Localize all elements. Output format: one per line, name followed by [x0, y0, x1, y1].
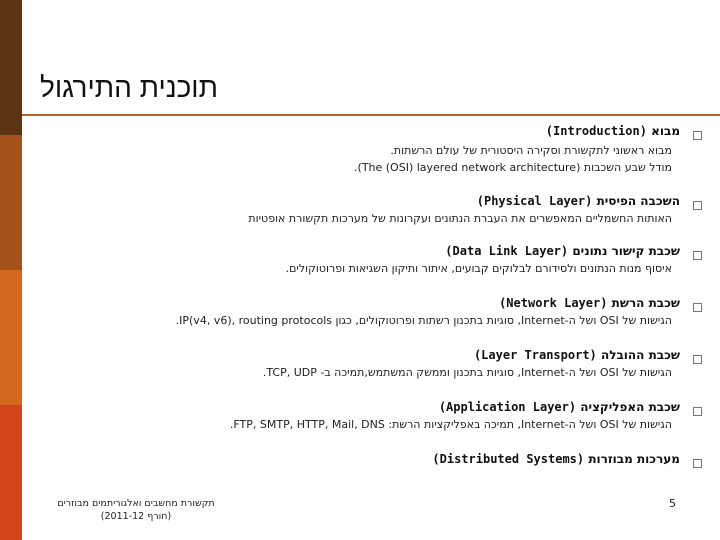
bullet-square-icon [693, 303, 702, 312]
section-heading [432, 452, 680, 466]
heading-english: (Data Link Layer) [445, 244, 569, 258]
section-line: האותות החשמליים המאפשרים את העברת הנתונים ועקרונות של מערכות תקשורת אופטיות [248, 212, 672, 225]
section-heading [477, 194, 680, 208]
footer-semester: (חורף 2011-12) [100, 511, 172, 522]
footer-course-info [46, 497, 226, 523]
heading-english: (Network Layer) [499, 296, 608, 310]
heading-hebrew: שכבת ההובלה [600, 348, 680, 362]
slide-title: תוכנית התירגול [40, 72, 218, 103]
heading-english: (Physical Layer) [476, 194, 593, 208]
title-divider [22, 114, 720, 116]
bullet-square-icon [693, 251, 702, 260]
section-heading [546, 124, 680, 138]
heading-hebrew: שכבת קישור נתונים [572, 244, 680, 258]
side-bar-segment-1 [0, 0, 22, 135]
heading-hebrew: שכבת הרשת [611, 296, 680, 310]
bullet-square-icon [693, 355, 702, 364]
heading-english: (Application Layer) [438, 400, 577, 414]
heading-english: (Distributed Systems) [432, 452, 585, 466]
heading-hebrew: שכבת האפליקציה [580, 400, 680, 414]
bullet-square-icon [693, 201, 702, 210]
bullet-square-icon [693, 407, 702, 416]
page-number: 5 [669, 497, 676, 510]
bullet-square-icon [693, 459, 702, 468]
section-line: מודל שבע השכבות (The (OSI) layered network architecture). [354, 161, 672, 174]
section-line: איסוף מנות הנתונים ולסידורם לבלוקים קבועים, איתור ותיקון השגיאות ופרוטוקולים. [285, 262, 672, 275]
heading-english: (Layer Transport) [473, 348, 597, 362]
heading-hebrew: מערכות מבוזרות [588, 452, 680, 466]
heading-hebrew: מבוא [651, 124, 680, 138]
heading-hebrew: השכבה הפיסית [596, 194, 680, 208]
section-heading [439, 400, 680, 414]
section-line: הגישות של OSI ושל ה-Internet, סוגיות בתכנון וממשק המשתמש,תמיכה ב- TCP, UDP. [262, 366, 672, 379]
side-bar-segment-3 [0, 270, 22, 405]
bullet-square-icon [693, 131, 702, 140]
side-bar-segment-4 [0, 405, 22, 540]
section-line: מבוא ראשוני לתקשורת וסקירה היסטורית של עולם הרשתות. [390, 144, 672, 157]
section-heading [474, 348, 680, 362]
section-line: הגישות של OSI ושל ה-Internet, סוגיות בתכנון רשתות ופרוטוקולים, כגון IP(v4, v6), routing protocols. [175, 314, 672, 327]
section-heading [445, 244, 680, 258]
heading-english: (Introduction) [545, 124, 647, 138]
section-line: הגישות של OSI ושל ה-Internet, תמיכה באפליקציות הרשת: FTP, SMTP, HTTP, Mail, DNS. [229, 418, 672, 431]
footer-course-name: תקשורת מחשבים ואלגוריתמים מבוזרים [57, 498, 215, 509]
side-bar-segment-2 [0, 135, 22, 270]
section-heading [499, 296, 680, 310]
